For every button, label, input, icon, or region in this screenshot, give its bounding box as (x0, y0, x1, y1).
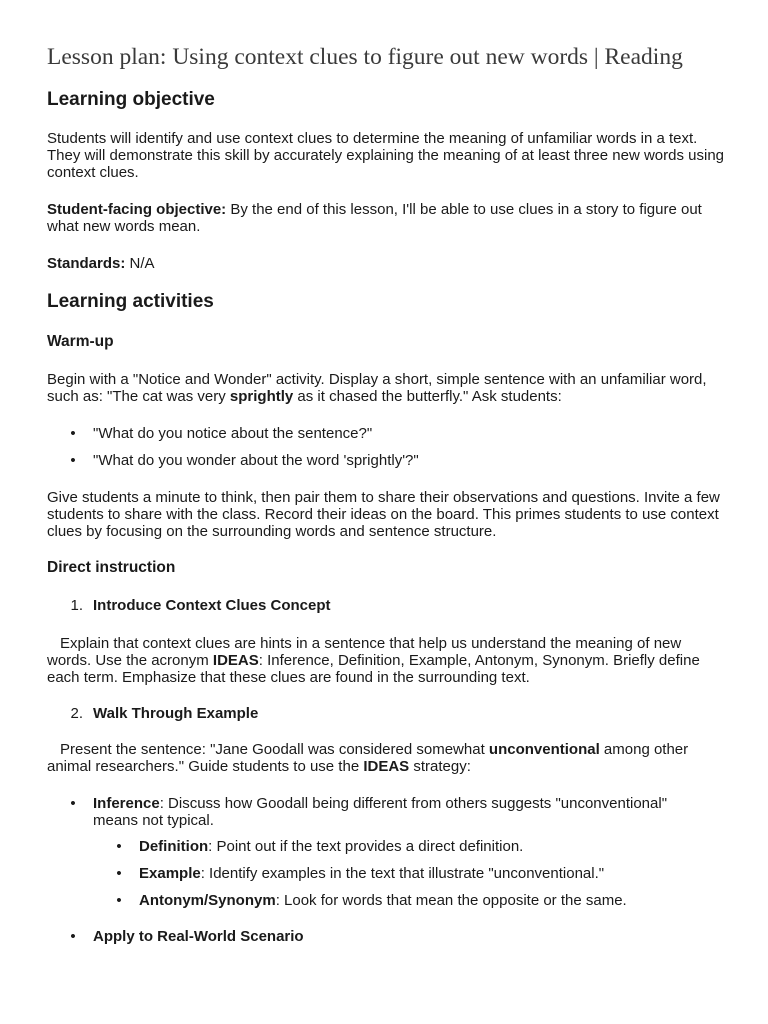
student-facing-text: By the end of this lesson, I'll be able to use clues in a story to figure out what new words mean. (47, 201, 702, 235)
sub-item-label: Example (139, 865, 201, 882)
standards-line (47, 255, 727, 272)
step-number: 2. (70, 705, 83, 722)
sub-item (139, 892, 727, 909)
step-title: Introduce Context Clues Concept (93, 597, 331, 614)
warmup-closing: Give students a minute to think, then pair them to share their observations and questions. Invite a few students to share with the class. Record their ideas on the board. This primes students to use context clues by focusing on the surrounding words and sentence structure. (47, 489, 720, 540)
step-title: Walk Through Example (93, 705, 259, 722)
step1-paragraph (47, 635, 727, 686)
sub-item-text: : Look for words that mean the opposite or the same. (275, 892, 627, 909)
bullet-marker: • (70, 425, 76, 442)
student-facing-label: Student-facing objective: (47, 201, 227, 218)
bullet-marker: • (70, 795, 76, 812)
warmup-intro (47, 371, 727, 405)
ideas-acronym: IDEAS (363, 758, 410, 775)
warmup-keyword: sprightly (229, 388, 294, 405)
step1-text: Explain that context clues are hints in a sentence that help us understand the meaning of new words. Use the acronym (47, 635, 682, 669)
bullet-marker: • (116, 865, 122, 882)
sub-item-text: : Point out if the text provides a direct definition. (208, 838, 524, 855)
objective-paragraph: Students will identify and use context clues to determine the meaning of unfamiliar words in a text. They will demonstrate this skill by accurately explaining the meaning of at least three new words using context clues. (47, 130, 725, 181)
bullet-marker: • (70, 452, 76, 469)
bullet-marker: • (116, 892, 122, 909)
warmup-intro-text: Begin with a "Notice and Wonder" activity. Display a short, simple sentence with an unfamiliar word, such as: "The cat was very (47, 371, 707, 405)
example-keyword: unconventional (488, 741, 600, 758)
direct-instruction-heading: Direct instruction (47, 559, 176, 576)
objective-heading: Learning objective (47, 89, 215, 110)
student-facing-objective (47, 201, 727, 235)
step2-text: Present the sentence: "Jane Goodall was considered somewhat (60, 741, 489, 758)
standards-label: Standards: (47, 255, 126, 272)
warmup-bullet: "What do you wonder about the word 'sprightly'?" (93, 452, 419, 469)
sub-item-label: Antonym/Synonym (139, 892, 276, 909)
inference-label: Inference (93, 795, 160, 812)
sub-item-text: : Identify examples in the text that illustrate "unconventional." (200, 865, 605, 882)
step2-text-end: strategy: (409, 758, 471, 775)
page-title: Lesson plan: Using context clues to figure out new words | Reading (47, 44, 683, 70)
step1-text-end: : Inference, Definition, Example, Antonym, Synonym. Briefly define each term. Emphasize that these clues are found in the surrounding text. (47, 652, 700, 686)
apply-item (93, 928, 727, 945)
sub-item (139, 865, 727, 882)
warmup-intro-text-end: as it chased the butterfly." Ask students: (293, 388, 562, 405)
standards-value: N/A (125, 255, 155, 272)
bullet-marker: • (70, 928, 76, 945)
ideas-acronym: IDEAS (212, 652, 259, 669)
step2-paragraph (47, 741, 727, 775)
inference-item (93, 795, 703, 829)
step-number: 1. (70, 597, 83, 614)
step2-text-middle: among other animal researchers." Guide students to use the (47, 741, 689, 775)
sub-item (139, 838, 727, 855)
activities-heading: Learning activities (47, 291, 214, 312)
warmup-heading: Warm-up (47, 333, 114, 350)
warmup-bullet: "What do you notice about the sentence?" (93, 425, 373, 442)
inference-text: : Discuss how Goodall being different from others suggests "unconventional" means not typical. (93, 795, 668, 829)
apply-label: Apply to Real-World Scenario (93, 928, 304, 945)
bullet-marker: • (116, 838, 122, 855)
sub-item-label: Definition (139, 838, 209, 855)
